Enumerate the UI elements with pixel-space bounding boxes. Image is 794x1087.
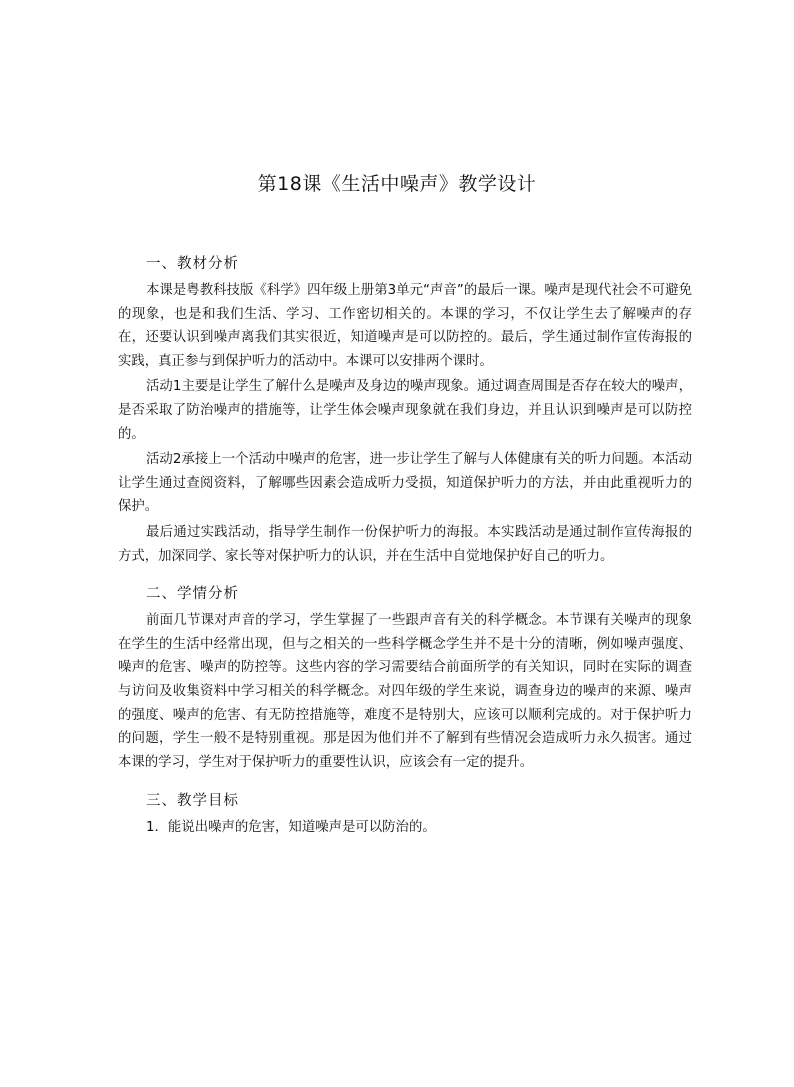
paragraph: 本课是粤教科技版《科学》四年级上册第3单元“声音”的最后一课。噪声是现代社会不可避免的现象，也是和我们生活、学习、工作密切相关的。本课的学习，不仅让学生去了解噪声的存在，还要认识到噪声离我们其实很近，知道噪声是可以防控的。最后，学生通过制作宣传海报的实践，真正参与到保护听力的活动中。本课可以安排两个课时。 (118, 283, 692, 369)
section-student-analysis (118, 582, 692, 774)
goal-item: 1．能说出噪声的危害，知道噪声是可以防治的。 (146, 820, 436, 836)
paragraph: 活动1主要是让学生了解什么是噪声及身边的噪声现象。通过调查周围是否存在较大的噪声，是否采取了防治噪声的措施等，让学生体会噪声现象就在我们身边，并且认识到噪声是可以防控的。 (118, 379, 692, 442)
section-heading: 一、教材分析 (146, 256, 239, 272)
section-textbook-analysis (118, 252, 692, 568)
document-title: 第18课《生活中噪声》教学设计 (257, 173, 537, 195)
section-heading: 三、教学目标 (146, 793, 239, 810)
paragraph: 最后通过实践活动，指导学生制作一份保护听力的海报。本实践活动是通过制作宣传海报的方式，加深同学、家长等对保护听力的认识，并在生活中自觉地保护好自己的听力。 (118, 524, 692, 564)
document-body (118, 252, 692, 840)
paragraph: 前面几节课对声音的学习，学生掌握了一些跟声音有关的科学概念。本节课有关噪声的现象在学生的生活中经常出现，但与之相关的一些科学概念学生并不是十分的清晰，例如噪声强度、噪声的危害、噪声的防控等。这些内容的学习需要结合前面所学的有关知识，同时在实际的调查与访问及收集资料中学习相关的科学概念。对四年级的学生来说，调查身边的噪声的来源、噪声的强度、噪声的危害、有无防控措施等，难度不是特别大，应该可以顺利完成的。对于保护听力的问题，学生一般不是特别重视。那是因为他们并不了解到有些情况会造成听力永久损害。通过本课的学习，学生对于保护听力的重要性认识，应该会有一定的提升。 (118, 613, 692, 770)
paragraph: 活动2承接上一个活动中噪声的危害，进一步让学生了解与人体健康有关的听力问题。本活动让学生通过查阅资料，了解哪些因素会造成听力受损，知道保护听力的方法，并由此重视听力的保护。 (118, 452, 692, 515)
section-teaching-goals (118, 789, 692, 840)
section-heading: 二、学情分析 (146, 586, 239, 603)
